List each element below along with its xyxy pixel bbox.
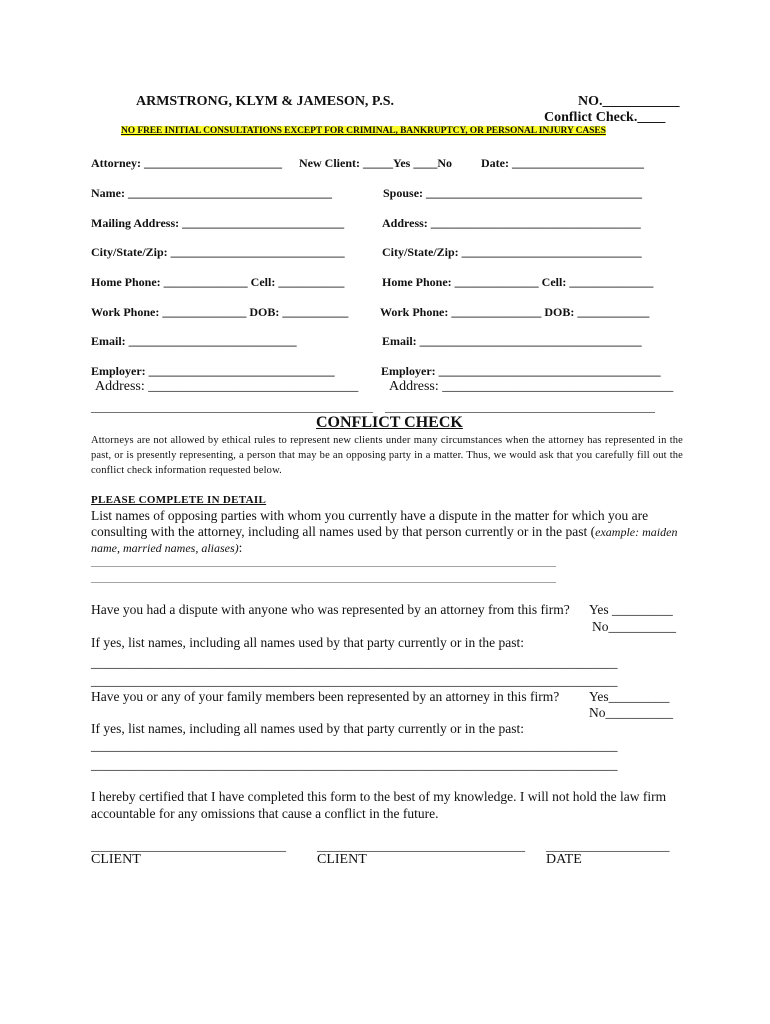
mailing-address-field[interactable]: Mailing Address: ___________________________ — [91, 216, 345, 230]
spouse-field[interactable]: Spouse: ____________________________________ — [383, 186, 643, 200]
question-2: Have you or any of your family members been represented by an attorney in this firm? — [91, 689, 560, 704]
question-1-no[interactable]: No__________ — [592, 619, 676, 634]
client-signature-line-2[interactable]: ________________________________ — [317, 838, 525, 853]
example-text: example: maiden name, married names, aliases) — [91, 525, 678, 555]
question-1-followup: If yes, list names, including all names used by that party currently or in the past: — [91, 635, 525, 650]
question-1-answer-line-2[interactable]: ______________________________________________________________________________ — [91, 673, 618, 688]
opposing-parties-prompt — [91, 508, 686, 556]
conflict-check-title: CONFLICT CHECK — [316, 414, 463, 431]
date-signature-line[interactable]: ___________________ — [546, 838, 670, 853]
employer-address-field[interactable]: Address: ______________________________ — [95, 379, 359, 394]
opposing-parties-line-1[interactable]: _____________________________________________________________________________________________ — [91, 557, 556, 568]
conflict-intro: Attorneys are not allowed by ethical rules to represent new clients under many circumstances when the attorney has represented in the past, or is presently representing, a person that may be an opposing party in a matter. Thus, we would ask that you carefully fill out the conflict check information requested below. — [91, 435, 683, 476]
spouse-work-phone-field[interactable]: Work Phone: _______________ DOB: ____________ — [380, 305, 650, 319]
form-number: NO.___________ — [578, 94, 680, 109]
question-2-yes[interactable]: Yes_________ — [589, 689, 670, 704]
question-2-followup: If yes, list names, including all names used by that party currently or in the past: — [91, 721, 525, 736]
spouse-address-field[interactable]: Address: ___________________________________ — [382, 216, 641, 230]
spouse-employer-field[interactable]: Employer: _____________________________________ — [381, 364, 661, 378]
new-client-field[interactable]: New Client: _____Yes ____No — [299, 156, 452, 170]
conflict-check-number: Conflict Check.____ — [544, 110, 666, 125]
question-1-yes[interactable]: Yes _________ — [589, 602, 673, 617]
question-2-answer-line-1[interactable]: ______________________________________________________________________________ — [91, 738, 618, 753]
email-field[interactable]: Email: ____________________________ — [91, 334, 297, 348]
certification-text: I hereby certified that I have completed this form to the best of my knowledge. I will not hold the law firm accountable for any omissions that cause a conflict in the future. — [91, 789, 667, 821]
client-label-1: CLIENT — [91, 852, 141, 867]
question-2-no[interactable]: No__________ — [589, 705, 673, 720]
date-field[interactable]: Date: ______________________ — [481, 156, 644, 170]
spouse-employer-extra-line[interactable]: _____________________________________________ — [385, 400, 655, 414]
client-signature-line-1[interactable]: ______________________________ — [91, 838, 286, 853]
spouse-email-field[interactable]: Email: _____________________________________ — [382, 334, 642, 348]
employer-field[interactable]: Employer: _______________________________ — [91, 364, 335, 378]
prompt-text: List names of opposing parties with whom you currently have a dispute in the matter for which you are consulting with the attorney, including all names used by that person currently or in the past ( — [91, 508, 649, 539]
opposing-parties-line-2[interactable]: _____________________________________________________________________________________________ — [91, 573, 556, 584]
prompt-colon: : — [238, 540, 243, 555]
city-state-zip-field[interactable]: City/State/Zip: _____________________________ — [91, 245, 345, 259]
spouse-home-phone-field[interactable]: Home Phone: ______________ Cell: ______________ — [382, 275, 654, 289]
question-1-answer-line-1[interactable]: ______________________________________________________________________________ — [91, 655, 618, 670]
date-label: DATE — [546, 852, 582, 867]
attorney-field[interactable]: Attorney: _______________________ — [91, 156, 282, 170]
home-phone-field[interactable]: Home Phone: ______________ Cell: ___________ — [91, 275, 345, 289]
work-phone-field[interactable]: Work Phone: ______________ DOB: ___________ — [91, 305, 349, 319]
name-field[interactable]: Name: __________________________________ — [91, 186, 332, 200]
firm-name: ARMSTRONG, KLYM & JAMESON, P.S. — [136, 94, 394, 109]
spouse-city-state-zip-field[interactable]: City/State/Zip: ______________________________ — [382, 245, 642, 259]
consultation-notice: NO FREE INITIAL CONSULTATIONS EXCEPT FOR CRIMINAL, BANKRUPTCY, OR PERSONAL INJURY CASES — [121, 126, 606, 136]
spouse-employer-address-field[interactable]: Address: _________________________________ — [389, 379, 674, 394]
client-label-2: CLIENT — [317, 852, 367, 867]
question-2-answer-line-2[interactable]: ______________________________________________________________________________ — [91, 757, 618, 772]
complete-heading: PLEASE COMPLETE IN DETAIL — [91, 494, 267, 506]
question-1: Have you had a dispute with anyone who was represented by an attorney from this firm? — [91, 602, 570, 617]
employer-extra-line[interactable]: _______________________________________________ — [91, 400, 373, 414]
